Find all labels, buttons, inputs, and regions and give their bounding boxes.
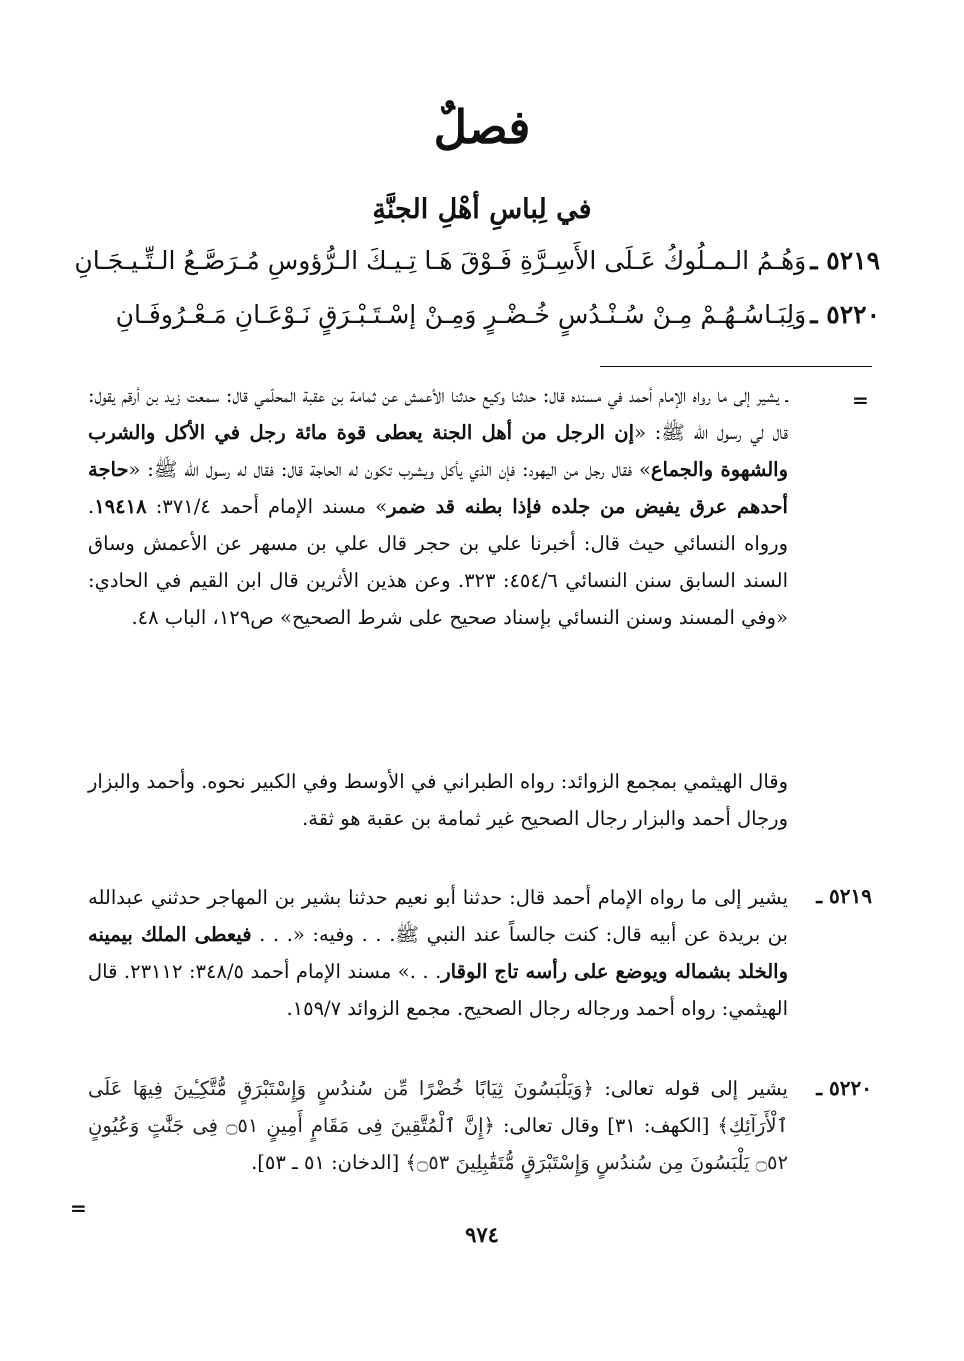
verse-first-hemistich: وَلِبَـاسُـهُـمْ مِـنْ سُـنْـدُسٍ خُـضْـرٍ وَمِـنْ (424, 299, 807, 329)
footnote-separator (600, 366, 872, 367)
continuation-mark: = (852, 388, 869, 412)
quran-quote: ﴿إِنَّ ٱلْمُتَّقِينَ فِى مَقَامٍ أَمِينٍ ۝٥١ فِى جَنَّٰتٍ وَعُيُونٍ ۝٥٢ يَلْبَسُونَ مِن سُندُسٍ وَإِسْتَبْرَقٍ مُّتَقَٰبِلِينَ ۝٥٣﴾ (88, 1114, 788, 1174)
section-title: فصلٌ (433, 100, 531, 154)
verse-5220 (80, 290, 880, 338)
verse-first-hemistich: وَهُـمُ الـمـلُوكُ عَـلَى الأَسِـرَّةِ فَـوْقَ هَـا (424, 245, 807, 275)
verse-second-hemistich: تِـيـكَ الـرُّؤوسِ مُـرَصَّـعُ الـتِّـيـجَـانِ (74, 245, 417, 275)
footnote-5220: يشير إلى قوله تعالى: ﴿وَيَلْبَسُونَ ثِيَابًا خُضْرًا مِّن سُندُسٍ وَإِسْتَبْرَقٍ مُّتَّكِـِٔينَ فِيهَا عَلَى ٱلْأَرَآئِكِ﴾ [الكهف: ٣١] وقال تعالى: ﴿إِنَّ ٱلْمُتَّقِينَ فِى مَقَامٍ أَمِينٍ ۝٥١ فِى جَنَّٰتٍ وَعُيُونٍ ۝٥٢ يَلْبَسُونَ مِن سُندُسٍ وَإِسْتَبْرَقٍ مُّتَقَٰبِلِينَ ۝٥٣﴾ [الدخان: ٥١ ـ ٥٣]. (88, 1077, 788, 1174)
continuation-mark: = (70, 1196, 87, 1220)
verse-5219 (74, 236, 880, 284)
page-number: ٩٧٤ (465, 1222, 499, 1247)
footnote-number-5219: ٥٢١٩ ـ (816, 884, 872, 908)
verse-number: ٥٢١٩ ـ (810, 245, 880, 275)
section-subtitle: في لِباسِ أهْلِ الجنَّةِ (372, 194, 592, 225)
verse-number: ٥٢٢٠ ـ (810, 299, 880, 329)
verse-second-hemistich: إسْـتَـبْـرَقٍ نَـوْعَـانِ مَـعْـرُوفَـانِ (115, 299, 417, 329)
quran-quote: ﴿وَيَلْبَسُونَ ثِيَابًا خُضْرًا مِّن سُندُسٍ وَإِسْتَبْرَقٍ مُّتَّكِـِٔينَ فِيهَا عَلَى ٱلْأَرَآئِكِ﴾ (88, 1077, 788, 1137)
footnote-continued: ـ يشير إلى ما رواه الإمام أحمد في مسنده قال: حدثنا وكيع حدثنا الأعمش عن ثمامة بن عقبة المحلّمي قال: سمعت زيد بن أرقم يقول: قال لي رسول الله ﷺ: «إن الرجل من أهل الجنة يعطى قوة مائة رجل في الأكل والشرب والشهوة والجماع» فقال رجل من اليهود: فإن الذي يأكل ويشرب تكون له الحاجة قال: فقال له رسول الله ﷺ: «حاجة أحدهم عرق يفيض من جلده فإذا بطنه قد ضمر» مسند الإمام أحمد ٣٧١/٤: ١٩٤١٨. ورواه النسائي حيث قال: أخبرنا علي بن حجر قال علي بن مسهر عن الأعمش وساق السند السابق سنن النسائي ٤٥٤/٦: ٣٢٣. وعن هذين الأثرين قال ابن القيم في الحادي: «وفي المسند وسنن النسائي بإسناد صحيح على شرط الصحيح» ص١٢٩، الباب ٤٨. (88, 384, 789, 629)
footnote-5219: يشير إلى ما رواه الإمام أحمد قال: حدثنا أبو نعيم حدثنا بشير بن المهاجر حدثني عبدالله بن بريدة عن أبيه قال: كنت جالساً عند النبي ﷺ. . . وفيه: «. . . فيعطى الملك بيمينه والخلد بشماله ويوضع على رأسه تاج الوقار. . .» مسند الإمام أحمد ٣٤٨/٥: ٢٣١١٢. قال الهيثمي: رواه أحمد ورجاله رجال الصحيح. مجمع الزوائد ١٥٩/٧. (88, 886, 788, 1020)
footnote-paragraph: وقال الهيثمي بمجمع الزوائد: رواه الطبراني في الأوسط وفي الكبير نحوه. وأحمد والبزار ورجال أحمد والبزار رجال الصحيح غير ثمامة بن عقبة هو ثقة. (88, 770, 788, 830)
footnote-number-5220: ٥٢٢٠ ـ (816, 1076, 872, 1100)
